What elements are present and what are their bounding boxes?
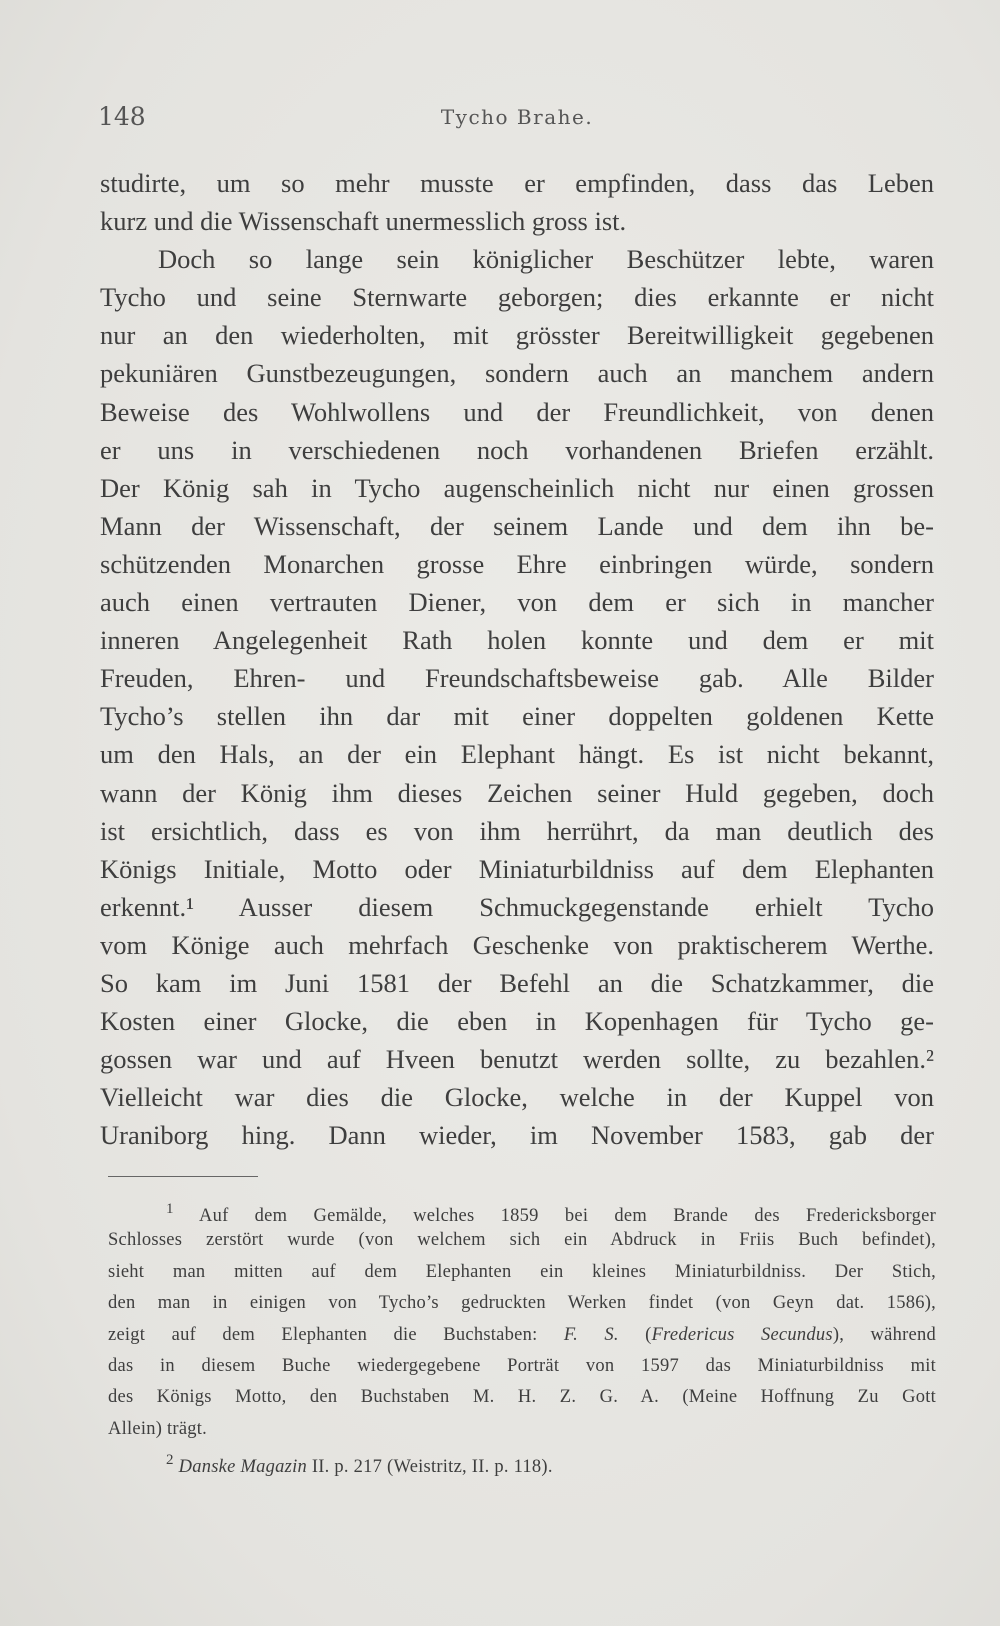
text-line: ist ersichtlich, dass es von ihm herrührt, da man deutlich des xyxy=(100,815,934,846)
main-text xyxy=(100,164,934,1154)
text-line: Königs Initiale, Motto oder Miniaturbildniss auf dem Elephanten xyxy=(100,853,934,884)
text-line: er uns in verschiedenen noch vorhandenen Briefen erzählt. xyxy=(100,434,934,465)
text-line: Beweise des Wohlwollens und der Freundlichkeit, von denen xyxy=(100,396,934,427)
footnote-text: ( xyxy=(618,1324,652,1345)
footnotes xyxy=(108,1194,936,1477)
running-head: Tycho Brahe. xyxy=(440,105,594,129)
footnote-text: Auf dem Gemälde, welches 1859 bei dem Brande des Fredericksborger xyxy=(198,1206,937,1226)
text-line: Vielleicht war dies die Glocke, welche in der Kuppel von xyxy=(100,1082,934,1113)
text-line: erkennt.¹ Ausser diesem Schmuckgegenstande erhielt Tycho xyxy=(100,891,934,922)
footnote-1 xyxy=(108,1194,936,1225)
text-line: vom Könige auch mehrfach Geschenke von praktischerem Werthe. xyxy=(100,929,934,960)
text-line: Mann der Wissenschaft, der seinem Lande und dem ihn be- xyxy=(100,510,934,541)
text-line: Uraniborg hing. Dann wieder, im November 1583, gab der xyxy=(100,1120,934,1151)
footnote-italic: F. S. xyxy=(563,1324,619,1345)
footnote-text: zeigt auf dem Elephanten die Buchstaben: xyxy=(108,1324,564,1345)
text-line: Der König sah in Tycho augenscheinlich nicht nur einen grossen xyxy=(100,472,934,503)
footnote-line: den man in einigen von Tycho’s gedruckten Werken findet (von Geyn dat. 1586), xyxy=(108,1293,936,1314)
text-line: auch einen vertrauten Diener, von dem er sich in mancher xyxy=(100,587,934,618)
text-line: inneren Angelegenheit Rath holen konnte und dem er mit xyxy=(100,625,934,656)
footnote-2 xyxy=(108,1445,936,1476)
text-line: Kosten einer Glocke, die eben in Kopenhagen für Tycho ge- xyxy=(100,1006,934,1037)
footnote-line: das in diesem Buche wiedergegebene Porträt von 1597 das Miniaturbildniss mit xyxy=(108,1355,936,1376)
text-line: Freuden, Ehren- und Freundschaftsbeweise gab. Alle Bilder xyxy=(100,663,934,694)
footnote-italic: Fredericus Secundus xyxy=(651,1324,833,1345)
text-line: Doch so lange sein königlicher Beschützer lebte, waren xyxy=(158,244,934,275)
footnote-line: des Königs Motto, den Buchstaben M. H. Z. G. A. (Meine Hoffnung Zu Gott xyxy=(108,1387,936,1408)
footnote-italic: Danske Magazin xyxy=(178,1457,307,1478)
text-line: pekuniären Gunstbezeugungen, sondern auch an manchem andern xyxy=(100,358,934,389)
text-line: kurz und die Wissenschaft unermesslich gross ist. xyxy=(100,206,627,237)
text-line: wann der König ihm dieses Zeichen seiner Huld gegeben, doch xyxy=(100,777,934,808)
text-line: schützenden Monarchen grosse Ehre einbringen würde, sondern xyxy=(100,548,934,579)
text-line: Tycho’s stellen ihn dar mit einer doppelten goldenen Kette xyxy=(100,701,934,732)
text-line: gossen war und auf Hveen benutzt werden sollte, zu bezahlen.² xyxy=(100,1044,934,1075)
footnote-line: Allein) trägt. xyxy=(108,1418,208,1439)
text-line: studirte, um so mehr musste er empfinden, dass das Leben xyxy=(100,168,934,198)
text-line: um den Hals, an der ein Elephant hängt. Es ist nicht bekannt, xyxy=(100,739,934,770)
text-line: So kam im Juni 1581 der Befehl an die Schatzkammer, die xyxy=(100,967,934,998)
footnote-marker: 1 xyxy=(166,1201,174,1217)
footnote-marker: 2 xyxy=(166,1452,174,1469)
page-header xyxy=(98,102,936,138)
footnote-line: sieht man mitten auf dem Elephanten ein kleines Miniaturbildniss. Der Stich, xyxy=(108,1261,936,1282)
footnote-text: ), während xyxy=(832,1324,936,1345)
text-line: nur an den wiederholten, mit grösster Bereitwilligkeit gegebenen xyxy=(100,320,934,351)
footnote-divider xyxy=(108,1176,258,1177)
page-number: 148 xyxy=(98,102,146,131)
footnote-text: II. p. 217 (Weistritz, II. p. 118). xyxy=(306,1457,553,1478)
footnote-line xyxy=(108,1320,936,1351)
footnote-line: Schlosses zerstört wurde (von welchem sich ein Abdruck in Friis Buch befindet), xyxy=(108,1230,936,1251)
text-line: Tycho und seine Sternwarte geborgen; dies erkannte er nicht xyxy=(100,282,934,313)
